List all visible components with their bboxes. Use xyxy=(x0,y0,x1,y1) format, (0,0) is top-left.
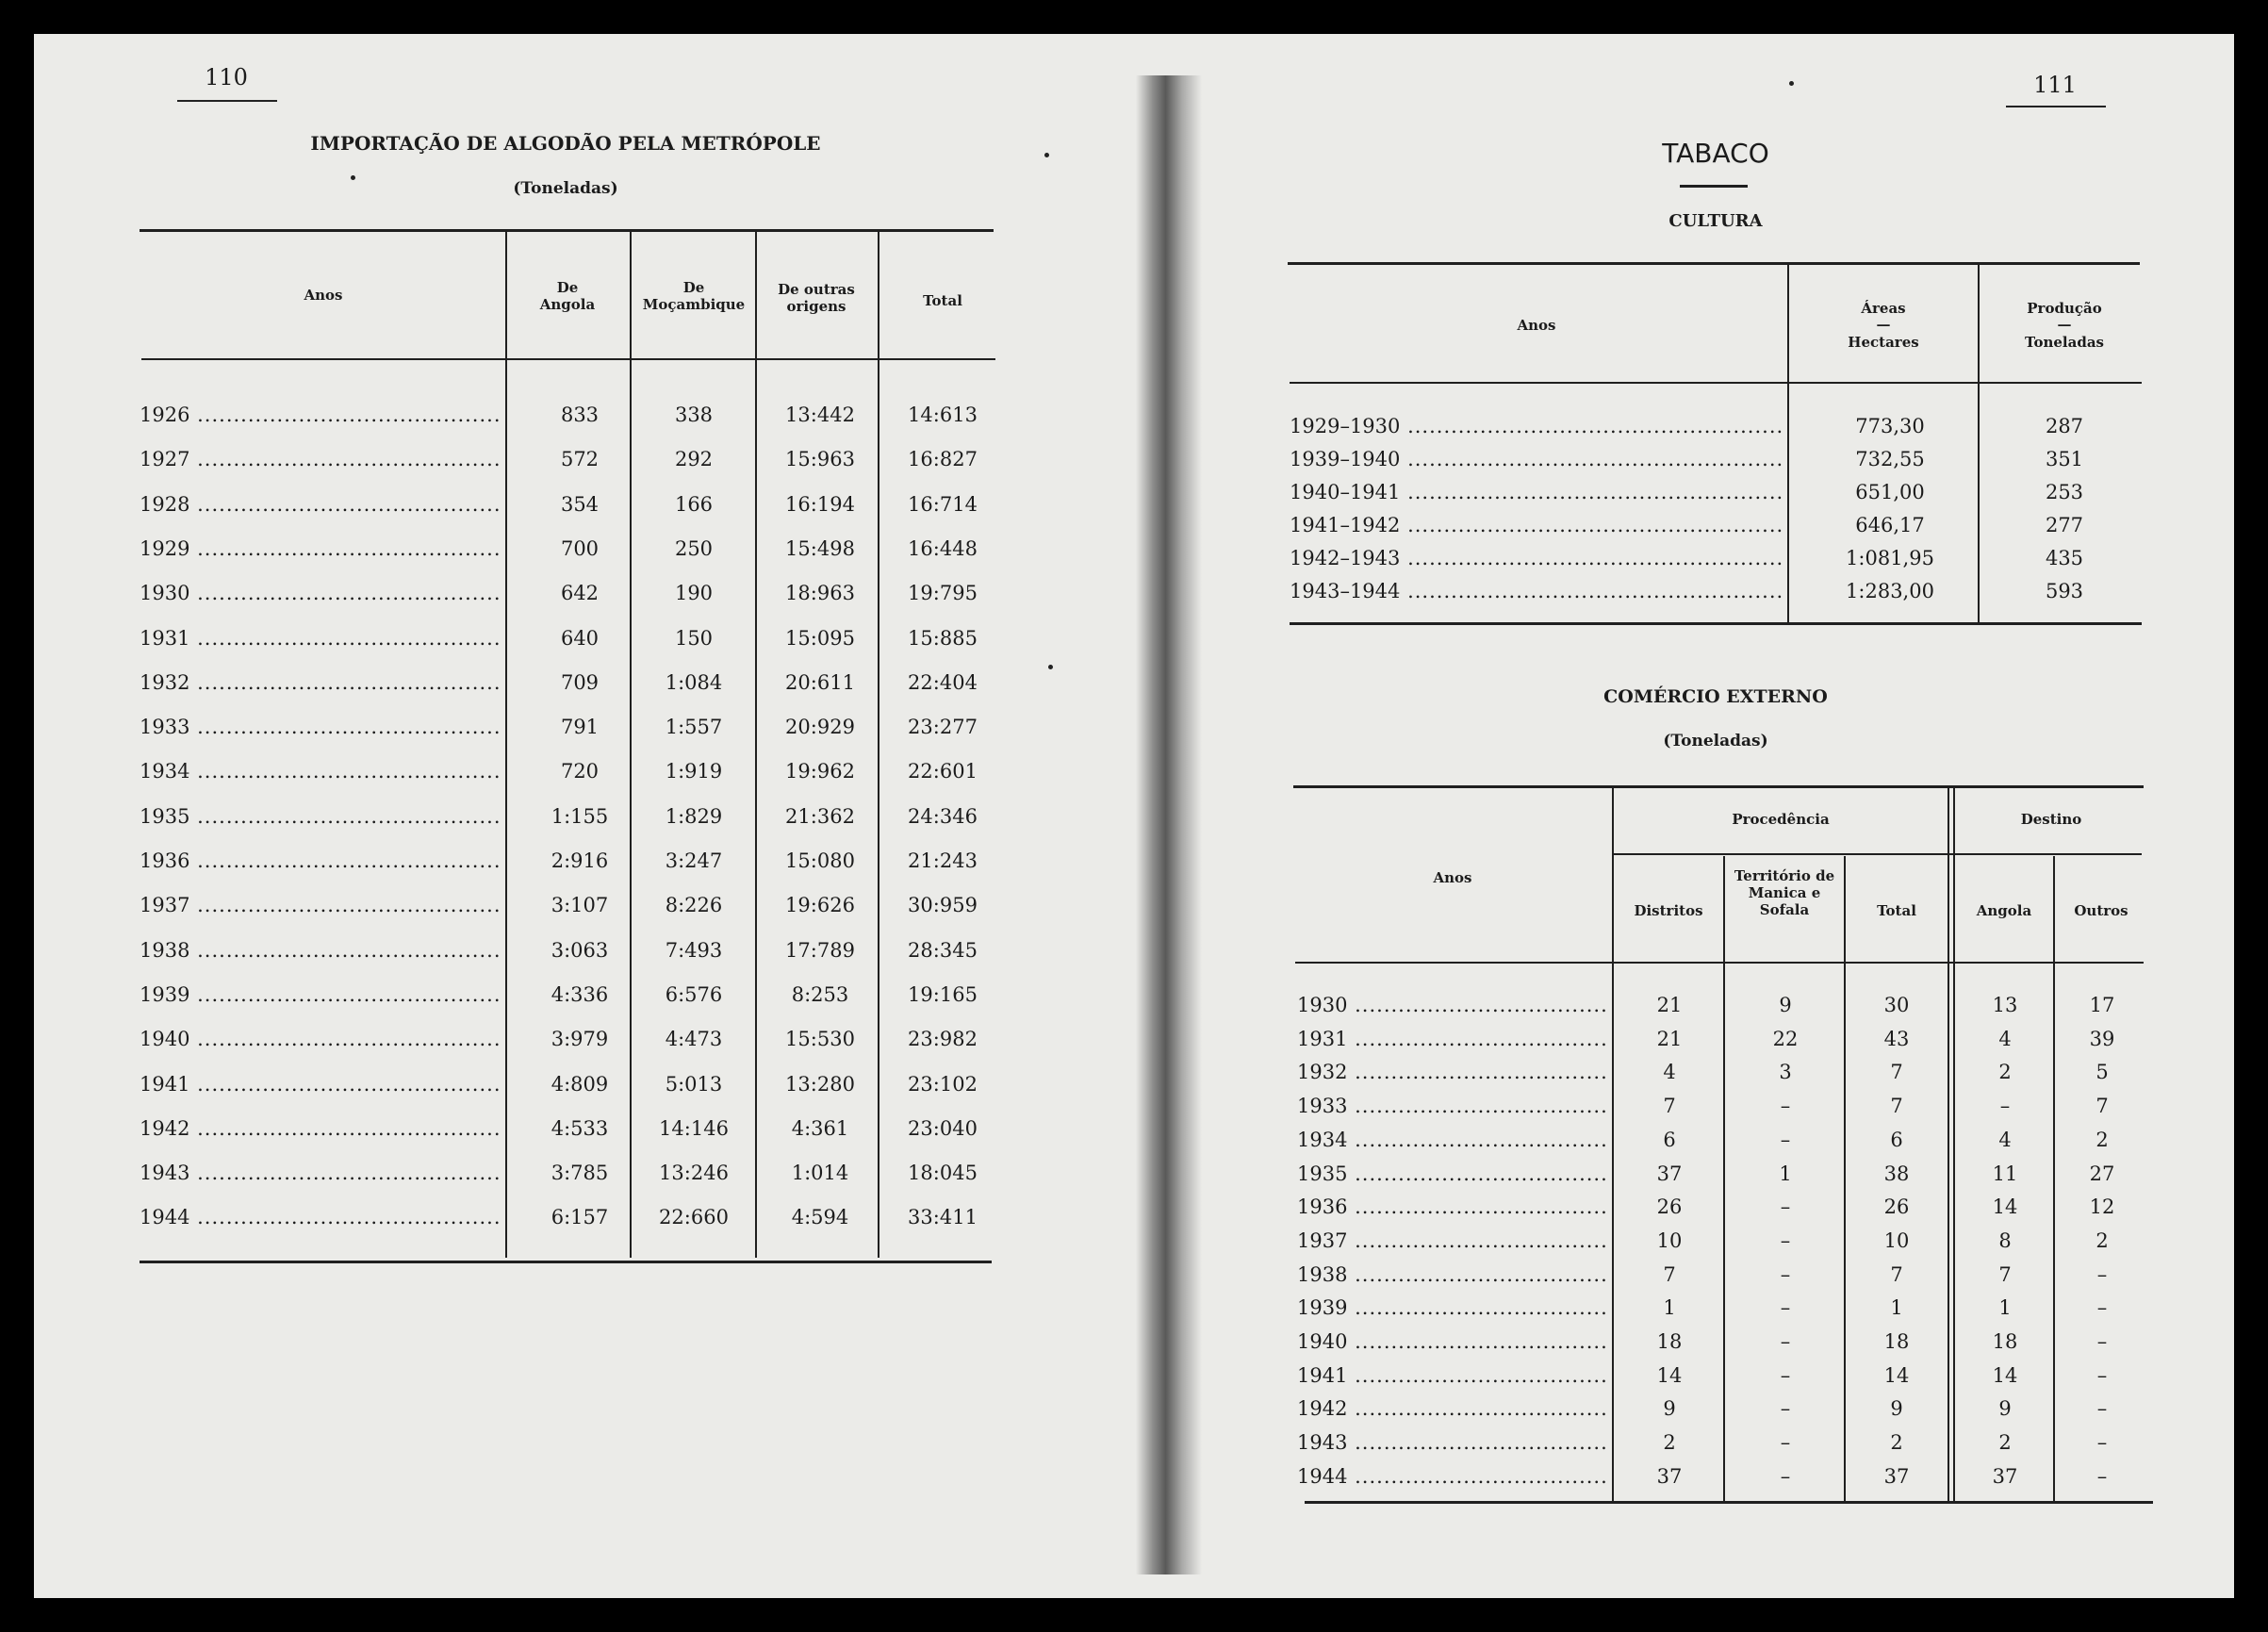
column-divider-double xyxy=(1948,788,1949,1501)
tobacco-title: TABACO xyxy=(1662,138,1769,169)
cell-outros: 2 xyxy=(2095,1128,2109,1151)
row-year: 1938 ..... xyxy=(1297,1263,1608,1286)
header-outros: Outros xyxy=(2074,902,2128,919)
cell-angola: 7 xyxy=(1998,1262,2012,1286)
left-page-number: 110 xyxy=(205,64,248,91)
cell-distritos: 9 xyxy=(1663,1397,1676,1421)
cell-total: 23:102 xyxy=(908,1072,978,1096)
cell-angola: 13 xyxy=(1992,994,2018,1016)
row-year: 1941–1942 ..... xyxy=(1290,514,1783,536)
header-areas-unit: Hectares xyxy=(1848,334,1919,351)
cell-territorio: – xyxy=(1780,1095,1791,1118)
row-year: 1927 ..... xyxy=(140,448,500,470)
cell-outros: 5 xyxy=(2095,1061,2109,1084)
cell-outras: 21:362 xyxy=(785,804,855,828)
cell-territorio: 22 xyxy=(1772,1027,1799,1050)
cell-outras: 16:194 xyxy=(785,492,855,516)
column-divider xyxy=(505,232,507,1258)
header-angola: De Angola xyxy=(539,279,596,313)
cell-outros: 7 xyxy=(2095,1095,2109,1118)
column-divider xyxy=(1787,265,1789,623)
cell-mocambique: 1:829 xyxy=(665,804,723,828)
cell-total: 19:795 xyxy=(908,582,978,605)
cell-angola: 9 xyxy=(1998,1397,2012,1421)
cell-angola: 4 xyxy=(1998,1027,2012,1050)
cell-mocambique: 5:013 xyxy=(665,1072,723,1096)
cell-producao: 593 xyxy=(2045,580,2084,602)
cell-angola: 3:785 xyxy=(551,1162,609,1185)
cell-outras: 17:789 xyxy=(785,938,855,962)
header-outras: De outras origens xyxy=(778,281,855,315)
cell-outras: 15:080 xyxy=(785,849,855,872)
cell-territorio: – xyxy=(1780,1262,1791,1286)
cell-angola: 14 xyxy=(1992,1363,2018,1387)
cell-territorio: – xyxy=(1780,1363,1791,1387)
cell-mocambique: 8:226 xyxy=(665,894,723,917)
row-year: 1944 ..... xyxy=(1297,1465,1608,1488)
header-total: Total xyxy=(1877,902,1916,919)
cell-outras: 4:361 xyxy=(791,1116,849,1140)
table-top-rule xyxy=(1288,262,2140,265)
header-angola: Angola xyxy=(1976,902,2032,919)
cell-distritos: 10 xyxy=(1656,1228,1683,1252)
table-header-rule xyxy=(141,358,995,360)
column-divider xyxy=(755,232,757,1258)
row-year: 1929 ..... xyxy=(140,537,500,560)
cell-area: 1:283,00 xyxy=(1846,580,1934,602)
table-header-rule xyxy=(1290,382,2142,384)
row-year: 1938 ..... xyxy=(140,939,500,962)
row-year: 1944 ..... xyxy=(140,1206,500,1228)
cell-total: 18:045 xyxy=(908,1162,978,1185)
title-rule xyxy=(1680,185,1748,188)
row-year: 1935 ..... xyxy=(140,805,500,828)
cell-area: 646,17 xyxy=(1855,514,1925,536)
cell-distritos: 7 xyxy=(1663,1262,1676,1286)
column-divider xyxy=(878,232,879,1258)
cell-mocambique: 292 xyxy=(674,448,714,471)
row-year: 1933 ..... xyxy=(1297,1095,1608,1117)
comercio-unit: (Toneladas) xyxy=(1663,732,1768,750)
cell-angola: 1:155 xyxy=(551,804,609,828)
cell-total: 14 xyxy=(1883,1363,1910,1387)
row-year: 1939 ..... xyxy=(1297,1296,1608,1319)
cell-angola: 709 xyxy=(560,670,600,694)
column-divider-double xyxy=(1953,788,1955,1501)
cell-distritos: 14 xyxy=(1656,1363,1683,1387)
cell-total: 15:885 xyxy=(908,626,978,650)
cell-total: 23:982 xyxy=(908,1028,978,1051)
cell-outras: 1:014 xyxy=(791,1162,849,1185)
right-page-number: 111 xyxy=(2033,72,2077,98)
cell-territorio: – xyxy=(1780,1195,1791,1219)
cell-outros: 27 xyxy=(2089,1162,2115,1185)
cell-total: 7 xyxy=(1890,1262,1903,1286)
cell-total: 16:448 xyxy=(908,536,978,560)
cell-outras: 19:626 xyxy=(785,894,855,917)
cell-outras: 18:963 xyxy=(785,582,855,605)
column-divider xyxy=(2053,856,2055,1501)
cell-outras: 13:280 xyxy=(785,1072,855,1096)
cell-total: 7 xyxy=(1890,1095,1903,1118)
row-year: 1930 ..... xyxy=(140,582,500,604)
cell-territorio: – xyxy=(1780,1296,1791,1320)
cell-angola: 4 xyxy=(1998,1128,2012,1151)
cell-outros: – xyxy=(2096,1330,2108,1353)
cell-angola: 3:063 xyxy=(551,938,609,962)
cell-mocambique: 150 xyxy=(674,626,714,650)
cell-angola: 354 xyxy=(560,492,600,516)
header-procedencia: Procedência xyxy=(1732,811,1830,828)
cell-mocambique: 22:660 xyxy=(659,1206,729,1229)
cell-total: 7 xyxy=(1890,1061,1903,1084)
row-year: 1940–1941 ..... xyxy=(1290,481,1783,503)
table-bottom-rule xyxy=(140,1261,992,1263)
row-year: 1942 ..... xyxy=(1297,1397,1608,1420)
book-gutter xyxy=(1136,75,1202,1574)
header-producao-dash: — xyxy=(2057,316,2072,333)
cell-total: 22:404 xyxy=(908,670,978,694)
cell-total: 9 xyxy=(1890,1397,1903,1421)
cell-total: 16:827 xyxy=(908,448,978,471)
column-divider xyxy=(1844,856,1846,1501)
cell-angola: 6:157 xyxy=(551,1206,609,1229)
row-year: 1929–1930 ..... xyxy=(1290,415,1783,437)
scan-speck xyxy=(1048,665,1053,669)
row-year: 1943 ..... xyxy=(140,1162,500,1184)
cell-outras: 20:929 xyxy=(785,716,855,739)
cell-outros: – xyxy=(2096,1464,2108,1488)
row-year: 1937 ..... xyxy=(140,894,500,916)
group-header-rule xyxy=(1614,853,2142,855)
cell-outros: – xyxy=(2096,1431,2108,1455)
cell-total: 19:165 xyxy=(908,982,978,1006)
cultura-subtitle: CULTURA xyxy=(1668,211,1763,231)
cell-total: 23:040 xyxy=(908,1116,978,1140)
header-areas-dash: — xyxy=(1876,316,1891,333)
cell-angola: 4:533 xyxy=(551,1116,609,1140)
header-territorio: Território de Manica e Sofala xyxy=(1734,867,1835,918)
row-year: 1936 ..... xyxy=(1297,1195,1608,1218)
cell-total: 18 xyxy=(1883,1330,1910,1353)
cell-territorio: – xyxy=(1780,1464,1791,1488)
cell-angola: 11 xyxy=(1992,1162,2018,1185)
cell-mocambique: 1:557 xyxy=(665,716,723,739)
cell-outros: 17 xyxy=(2089,994,2115,1016)
cell-distritos: 2 xyxy=(1663,1431,1676,1455)
page-number-rule xyxy=(2006,106,2106,107)
cell-distritos: 37 xyxy=(1656,1464,1683,1488)
cell-angola: 642 xyxy=(560,582,600,605)
cell-outros: – xyxy=(2096,1363,2108,1387)
cell-distritos: 21 xyxy=(1656,1027,1683,1050)
column-divider xyxy=(1978,265,1980,623)
cell-territorio: 3 xyxy=(1779,1061,1792,1084)
scan-speck xyxy=(351,175,355,180)
row-year: 1939–1940 ..... xyxy=(1290,448,1783,470)
cell-area: 732,55 xyxy=(1855,448,1925,470)
column-divider xyxy=(630,232,632,1258)
cell-angola: 8 xyxy=(1998,1228,2012,1252)
row-year: 1933 ..... xyxy=(140,716,500,738)
cell-angola: 2 xyxy=(1998,1061,2012,1084)
cell-angola: 4:336 xyxy=(551,982,609,1006)
cell-angola: 3:107 xyxy=(551,894,609,917)
cell-mocambique: 166 xyxy=(674,492,714,516)
cell-total: 6 xyxy=(1890,1128,1903,1151)
scan-speck xyxy=(1789,81,1794,86)
cell-total: 38 xyxy=(1883,1162,1910,1185)
cell-angola: 700 xyxy=(560,536,600,560)
cell-mocambique: 250 xyxy=(674,536,714,560)
cell-angola: 1 xyxy=(1998,1296,2012,1320)
cell-territorio: – xyxy=(1780,1397,1791,1421)
cell-mocambique: 3:247 xyxy=(665,849,723,872)
cell-total: 26 xyxy=(1883,1195,1910,1219)
cell-outros: – xyxy=(2096,1397,2108,1421)
cell-outros: 2 xyxy=(2095,1228,2109,1252)
row-year: 1940 ..... xyxy=(140,1028,500,1050)
table-header-rule xyxy=(1295,962,2144,964)
cell-angola: 18 xyxy=(1992,1330,2018,1353)
header-areas: Áreas xyxy=(1861,300,1906,317)
cell-total: 2 xyxy=(1890,1431,1903,1455)
row-year: 1926 ..... xyxy=(140,404,500,426)
cell-mocambique: 338 xyxy=(674,404,714,426)
column-divider xyxy=(1723,856,1725,1501)
cell-angola: 14 xyxy=(1992,1195,2018,1219)
column-divider xyxy=(1612,788,1614,1501)
cell-total: 10 xyxy=(1883,1228,1910,1252)
cell-distritos: 4 xyxy=(1663,1061,1676,1084)
cell-area: 773,30 xyxy=(1855,415,1925,437)
cell-distritos: 6 xyxy=(1663,1128,1676,1151)
cell-producao: 253 xyxy=(2045,481,2084,503)
cell-total: 24:346 xyxy=(908,804,978,828)
row-year: 1928 ..... xyxy=(140,493,500,516)
cell-outros: – xyxy=(2096,1296,2108,1320)
scan-speck xyxy=(1044,153,1049,157)
header-mocambique: De Moçambique xyxy=(642,279,746,313)
row-year: 1934 ..... xyxy=(140,760,500,783)
cell-angola: 640 xyxy=(560,626,600,650)
row-year: 1943–1944 ..... xyxy=(1290,580,1783,602)
cell-producao: 277 xyxy=(2045,514,2084,536)
cell-area: 1:081,95 xyxy=(1846,547,1934,569)
cell-producao: 351 xyxy=(2045,448,2084,470)
cell-angola: 3:979 xyxy=(551,1028,609,1051)
row-year: 1942 ..... xyxy=(140,1117,500,1140)
cell-total: 30:959 xyxy=(908,894,978,917)
header-producao: Produção xyxy=(2027,300,2102,317)
row-year: 1935 ..... xyxy=(1297,1162,1608,1185)
cell-distritos: 37 xyxy=(1656,1162,1683,1185)
cell-total: 23:277 xyxy=(908,716,978,739)
header-distritos: Distritos xyxy=(1634,902,1703,919)
table-bottom-rule xyxy=(1290,622,2142,625)
header-anos: Anos xyxy=(1433,869,1472,886)
cell-outros: 12 xyxy=(2089,1195,2115,1219)
cell-total: 1 xyxy=(1890,1296,1903,1320)
cotton-import-title: IMPORTAÇÃO DE ALGODÃO PELA METRÓPOLE xyxy=(310,132,821,155)
cell-mocambique: 1:919 xyxy=(665,760,723,783)
row-year: 1942–1943 ..... xyxy=(1290,547,1783,569)
cell-producao: 435 xyxy=(2045,547,2084,569)
cell-angola: 37 xyxy=(1992,1464,2018,1488)
cell-total: 43 xyxy=(1883,1027,1910,1050)
cell-outras: 15:530 xyxy=(785,1028,855,1051)
cell-mocambique: 4:473 xyxy=(665,1028,723,1051)
header-producao-unit: Toneladas xyxy=(2025,334,2104,351)
cell-outras: 13:442 xyxy=(785,404,855,426)
cell-angola: 833 xyxy=(560,404,600,426)
cell-total: 22:601 xyxy=(908,760,978,783)
cell-outras: 20:611 xyxy=(785,670,855,694)
cell-total: 37 xyxy=(1883,1464,1910,1488)
cell-territorio: – xyxy=(1780,1431,1791,1455)
row-year: 1932 ..... xyxy=(140,671,500,694)
header-anos: Anos xyxy=(1517,317,1556,334)
cell-total: 30 xyxy=(1883,994,1910,1016)
cell-producao: 287 xyxy=(2045,415,2084,437)
cell-distritos: 26 xyxy=(1656,1195,1683,1219)
row-year: 1931 ..... xyxy=(140,627,500,650)
table-top-rule xyxy=(1293,785,2144,788)
cell-area: 651,00 xyxy=(1855,481,1925,503)
row-year: 1936 ..... xyxy=(140,849,500,872)
cell-territorio: – xyxy=(1780,1128,1791,1151)
row-year: 1940 ..... xyxy=(1297,1330,1608,1353)
cell-total: 21:243 xyxy=(908,849,978,872)
row-year: 1941 ..... xyxy=(1297,1364,1608,1387)
cell-territorio: 1 xyxy=(1779,1162,1792,1185)
cell-outras: 4:594 xyxy=(791,1206,849,1229)
cell-total: 33:411 xyxy=(908,1206,978,1229)
cell-angola: 2 xyxy=(1998,1431,2012,1455)
cell-angola: 572 xyxy=(560,448,600,471)
cell-distritos: 1 xyxy=(1663,1296,1676,1320)
cell-mocambique: 14:146 xyxy=(659,1116,729,1140)
cell-territorio: 9 xyxy=(1779,994,1792,1016)
cell-outras: 8:253 xyxy=(791,982,849,1006)
row-year: 1937 ..... xyxy=(1297,1229,1608,1252)
table-bottom-rule xyxy=(1305,1501,2153,1504)
cell-angola: 2:916 xyxy=(551,849,609,872)
cell-mocambique: 6:576 xyxy=(665,982,723,1006)
header-total: Total xyxy=(923,292,962,309)
cell-angola: 791 xyxy=(560,716,600,739)
cell-outras: 15:095 xyxy=(785,626,855,650)
cell-mocambique: 1:084 xyxy=(665,670,723,694)
cell-total: 28:345 xyxy=(908,938,978,962)
header-anos: Anos xyxy=(304,287,343,304)
row-year: 1930 ..... xyxy=(1297,994,1608,1016)
row-year: 1931 ..... xyxy=(1297,1028,1608,1050)
row-year: 1943 ..... xyxy=(1297,1431,1608,1454)
cell-territorio: – xyxy=(1780,1228,1791,1252)
table-top-rule xyxy=(140,229,994,232)
cell-distritos: 7 xyxy=(1663,1095,1676,1118)
cell-angola: – xyxy=(1999,1095,2011,1118)
cell-distritos: 21 xyxy=(1656,994,1683,1016)
row-year: 1939 ..... xyxy=(140,983,500,1006)
cell-total: 16:714 xyxy=(908,492,978,516)
cell-territorio: – xyxy=(1780,1330,1791,1353)
cell-outras: 15:963 xyxy=(785,448,855,471)
row-year: 1934 ..... xyxy=(1297,1129,1608,1151)
comercio-subtitle: COMÉRCIO EXTERNO xyxy=(1603,686,1828,707)
cell-mocambique: 190 xyxy=(674,582,714,605)
cell-outras: 19:962 xyxy=(785,760,855,783)
cotton-import-unit: (Toneladas) xyxy=(513,179,618,198)
page-number-rule xyxy=(177,100,277,102)
header-destino: Destino xyxy=(2020,811,2082,828)
cell-total: 14:613 xyxy=(908,404,978,426)
cell-mocambique: 7:493 xyxy=(665,938,723,962)
cell-angola: 4:809 xyxy=(551,1072,609,1096)
row-year: 1932 ..... xyxy=(1297,1061,1608,1083)
cell-distritos: 18 xyxy=(1656,1330,1683,1353)
cell-mocambique: 13:246 xyxy=(659,1162,729,1185)
cell-outras: 15:498 xyxy=(785,536,855,560)
cell-outros: – xyxy=(2096,1262,2108,1286)
cell-angola: 720 xyxy=(560,760,600,783)
row-year: 1941 ..... xyxy=(140,1073,500,1096)
cell-outros: 39 xyxy=(2089,1027,2115,1050)
